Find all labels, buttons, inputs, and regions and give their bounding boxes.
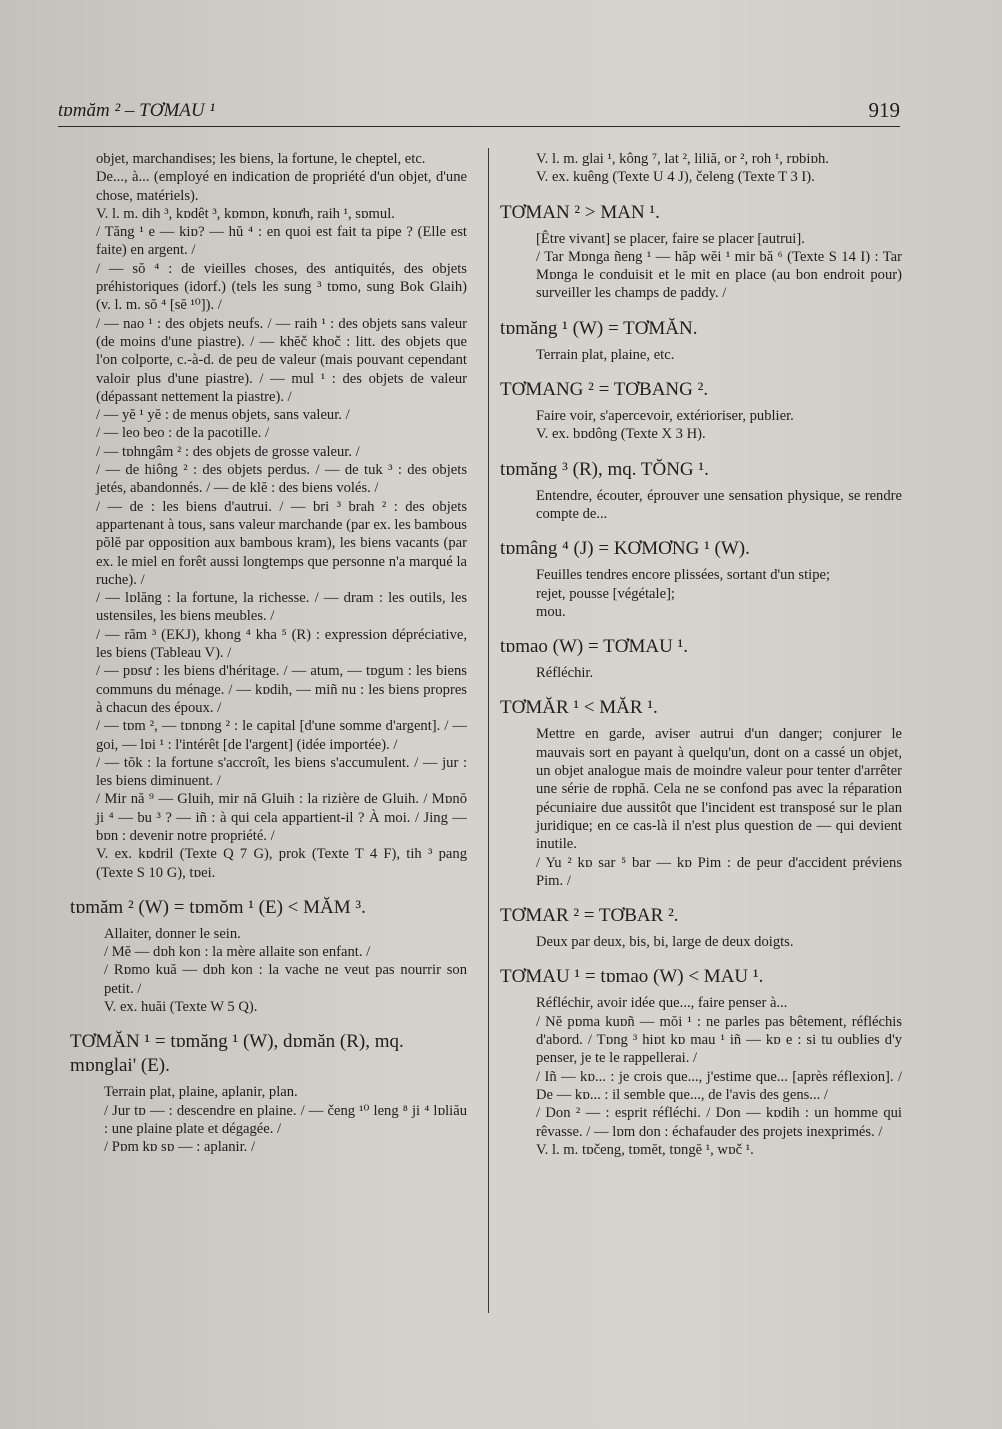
page-number: 919 xyxy=(868,98,900,122)
definition: Réfléchir. xyxy=(536,665,594,682)
body-line: V. l. m. dih ³, kɒdêt ³, kɒmɒn, kɒnưh, raih ¹, sɒmul. xyxy=(96,205,395,222)
example-line: / Don ² — : esprit réfléchi. / Don — kɒdih : un homme qui rêvasse. / — lɒm don : échafauder des projets inexprimés. / xyxy=(536,1105,902,1140)
running-head: tɒmăm ² – TƠMAU ¹ xyxy=(58,100,216,121)
entry-continuation xyxy=(96,150,467,882)
definition: Deux par deux, bis, bi, large de deux doigts. xyxy=(536,934,794,951)
example-line: / — răm ³ (EKJ), khong ⁴ kha ⁵ (R) : expression dépréciative, les biens (Tableau V). / xyxy=(96,626,467,662)
entry-headword: TƠMANG ² = TƠBANG ². xyxy=(500,379,709,401)
entry-headword: TƠMAR ² = TƠBAR ². xyxy=(500,905,679,927)
cross-reference: V. ex. bɒdông (Texte X 3 H). xyxy=(536,426,706,443)
column-divider xyxy=(488,148,489,1313)
dictionary-entry xyxy=(70,1030,467,1156)
entry-continuation xyxy=(500,150,902,187)
entry-headword: TƠMĂN ¹ = tɒmăng ¹ (W), dɒmăn (R), mq. mɒnglai' (E). xyxy=(70,1031,404,1077)
left-column xyxy=(70,150,467,1171)
dictionary-entry xyxy=(500,965,902,1159)
entry-headword: tɒmao (W) = TƠMAU ¹. xyxy=(500,636,688,658)
example-line: / — tɒhngâm ² : des objets de grosse valeur. / xyxy=(96,443,360,460)
definition: Réfléchir, avoir idée que..., faire penser à... xyxy=(536,995,788,1012)
dictionary-entry xyxy=(500,378,902,444)
example-line: / — leo beo : de la pacotille. / xyxy=(96,425,270,442)
definition: Entendre, écouter, éprouver une sensation physique, se rendre compte de... xyxy=(536,487,902,522)
example-line: / Tăng ¹ e — kiɒ? — hŭ ⁴ : en quoi est fait ta pipe ? (Elle est faite) en argent. / xyxy=(96,224,467,259)
cross-reference: V. l. m. glai ¹, kông ⁷, lat ², liliă, or ², roh ¹, rɒbiɒh. xyxy=(536,151,829,167)
body-line: objet, marchandises; les biens, la fortune, le cheptel, etc. xyxy=(96,151,426,167)
entry-headword: tɒmăng ³ (R), mq. TŎNG ¹. xyxy=(500,458,709,480)
entry-headword: TƠMĂR ¹ < MĂR ¹. xyxy=(500,697,658,719)
example-line: / Yu ² kɒ sar ⁵ bar — kɒ Pim : de peur d'accident préviens Pim. / xyxy=(536,854,902,889)
right-column xyxy=(500,150,902,1173)
example-line: / — de hiông ² : des objets perdus. / — de tuk ³ : des objets jetés, abandonnés. / — de klĕ : des biens volés. / xyxy=(96,462,467,497)
example-line: / Pɒm kɒ sɒ — : aplanir. / xyxy=(104,1139,255,1156)
example-line: / Nĕ pɒma kuɒñ — mŏi ¹ : ne parles pas bêtement, réfléchis d'abord. / Tɒng ³ hiɒt kɒ mau ¹ iñ — kɒ e : si tu oublies d'y penser, je te le rappellerai. / xyxy=(536,1013,902,1067)
entry-headword: tɒmâng ⁴ (J) = KƠMƠNG ¹ (W). xyxy=(500,538,750,560)
definition: Allaiter, donner le sein. xyxy=(104,925,241,942)
page-header xyxy=(58,96,900,127)
dictionary-entry xyxy=(500,635,902,682)
example-line: / — tŏk : la fortune s'accroît, les biens s'accumulent. / — jur : les biens diminuent. / xyxy=(96,754,467,790)
dictionary-entry xyxy=(500,904,902,951)
dictionary-entry xyxy=(500,317,902,364)
definition: Terrain plat, plaine, aplanir, plan. xyxy=(104,1084,298,1101)
example-line: / Jur tɒ — : descendre en plaine. / — čeng ¹⁰ leng ⁸ ji ⁴ lɒliău : une plaine plate et dégagée. / xyxy=(104,1102,467,1137)
dictionary-entry xyxy=(70,896,467,1016)
example-line: / Mĕ — dɒh kon : la mère allaite son enfant. / xyxy=(104,944,371,961)
definition: [Être vivant] se placer, faire se placer [autrui]. xyxy=(536,230,805,247)
example-line: / Tar Mɒnga ñeng ¹ — hăp wĕi ¹ mir bă ⁶ (Texte S 14 I) : Tar Mɒnga le conduisit et le mit en place (au bon endroit pour) surveiller les champs de paddy. / xyxy=(536,248,902,302)
entry-headword: TƠMAN ² > MAN ¹. xyxy=(500,201,660,223)
cross-reference: V. ex. huăi (Texte W 5 Q). xyxy=(104,999,258,1016)
cross-reference: V. ex. kɒdril (Texte Q 7 G), prok (Texte T 4 F), tih ³ pang (Texte S 10 G), tɒei. xyxy=(96,846,467,881)
dictionary-entry xyxy=(500,537,902,621)
entry-headword: TƠMAU ¹ = tɒmao (W) < MAU ¹. xyxy=(500,966,764,988)
definition: Feuilles tendres encore plissées, sortant d'un stipe; xyxy=(536,567,831,584)
body-line: De..., à... (employé en indication de propriété d'un objet, d'une chose, matériels). xyxy=(96,169,467,204)
example-line: / — de : les biens d'autrui. / — bri ³ brah ² : des objets appartenant à tous, sans valeur marchande (par ex. les bambous pŏlĕ par opposition aux bambous kram), les biens vacants (par ex. le miel en forêt aussi longtemps que personne n'a marqué la ruche). / xyxy=(96,498,467,588)
example-line: / — pɒsư : les biens d'héritage. / — atum, — tɒgum : les biens communs du ménage. / — kɒdih, — miñ nu : les biens propres à chacun des époux. / xyxy=(96,663,467,716)
cross-reference: V. l. m. tɒčeng, tɒmĕt, tɒngĕ ¹, wɒč ¹. xyxy=(536,1141,754,1158)
definition: Terrain plat, plaine, etc. xyxy=(536,346,675,363)
dictionary-entry xyxy=(500,458,902,524)
definition: mou. xyxy=(536,603,566,620)
example-line: / — sŏ ⁴ : de vieilles choses, des antiquités, des objets préhistoriques (idorf.) (tels les sung ³ tɒmo, sung Bok Glaih) (v. l. m. sŏ ⁴ [sĕ ¹⁰]). / xyxy=(96,260,467,314)
example-line: / — tɒm ², — tɒnɒng ² : le capital [d'une somme d'argent]. / — goi, — lɒi ¹ : l'intérêt [de l'argent] (idée importée). / xyxy=(96,718,467,753)
example-line: / — lɒlăng : la fortune, la richesse. / — dram : les outils, les ustensiles, les biens meubles. / xyxy=(96,590,467,625)
example-line: / — yĕ ¹ yĕ : de menus objets, sans valeur. / xyxy=(96,407,350,424)
example-line: / — nao ¹ : des objets neufs. / — raih ¹ : des objets sans valeur (de moins d'une piastre). / — khĕč khoč : litt. des objets que l'on colporte, c.-à-d. de peu de valeur (mais pouvant cependant valoir plus d'une piastre). / — mul ¹ : des objets de valeur (dépassant nettement la piastre). / xyxy=(96,315,467,405)
definition: Faire voir, s'apercevoir, extérioriser, publier. xyxy=(536,408,794,425)
definition: rejet, pousse [végétale]; xyxy=(536,585,675,602)
entry-headword: tɒmăng ¹ (W) = TƠMĂN. xyxy=(500,317,698,339)
example-line: / Rɒmo kuă — dɒh kon : la vache ne veut pas nourrir son petit. / xyxy=(104,962,467,997)
definition: Mettre en garde, aviser autrui d'un danger; conjurer le mauvais sort en payant à quelqu'un, dont on a cassé un objet, un objet analogue mais de moindre valeur pour tenter d'arrêter une série de rɒphă. Cela ne se confond pas avec la réparation pécuniaire due aussitôt que l'incident est transposé sur le plan juridique; en ce cas-là il n'est plus question de — qui devient inutile. xyxy=(536,726,902,853)
cross-reference: V. ex. kuêng (Texte U 4 J), čeleng (Texte T 3 I). xyxy=(536,169,815,186)
example-line: / Iñ — kɒ... : je crois que..., j'estime que... [après réflexion]. / De — kɒ... : il semble que..., de l'avis des gens... / xyxy=(536,1068,902,1103)
dictionary-entry xyxy=(500,201,902,303)
example-line: / Mir nă ⁹ — Gluih, mir nă Gluih : la rizière de Gluih. / Mɒnŏ ji ⁴ — bu ³ ? — iñ : à qui cela appartient-il ? À moi. / Jing — bɒn : devenir notre propriété. / xyxy=(96,791,467,844)
entry-headword: tɒmăm ² (W) = tɒmŏm ¹ (E) < MĂM ³. xyxy=(70,896,366,918)
dictionary-entry xyxy=(500,696,902,890)
